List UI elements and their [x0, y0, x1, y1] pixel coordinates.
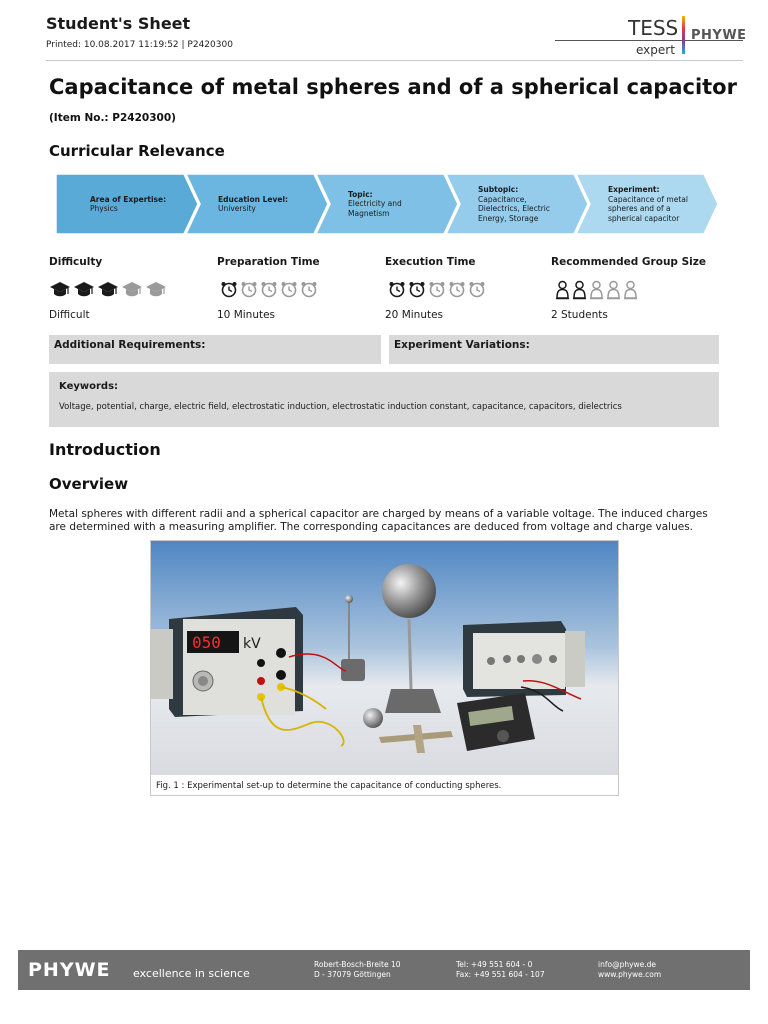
curricular-value: University	[218, 204, 256, 213]
phywe-logo: PHYWE	[691, 28, 747, 43]
alarm-clock-icon	[280, 280, 298, 298]
curricular-label: Education Level:	[218, 194, 289, 204]
sheet-title: Student's Sheet	[46, 14, 191, 33]
footer-phywe-logo: PHYWE	[28, 959, 111, 981]
alarm-clock-icon	[300, 280, 318, 298]
graduation-cap-icon	[145, 280, 167, 298]
graduation-cap-icon	[97, 280, 119, 298]
group-size-value: 2 Students	[551, 309, 608, 321]
footer-fax: Fax: +49 551 604 - 107	[456, 970, 545, 979]
curricular-label: Subtopic:	[478, 185, 519, 194]
person-icon	[589, 280, 604, 300]
alarm-clock-icon	[448, 280, 466, 298]
figure-1	[150, 540, 619, 796]
person-icon	[572, 280, 587, 300]
footer-web[interactable]: www.phywe.com	[598, 970, 662, 979]
tess-color-bar	[682, 16, 685, 54]
group-size-rating	[555, 280, 638, 300]
experiment-variations-heading: Experiment Variations:	[394, 339, 530, 351]
display-unit: kV	[243, 636, 261, 652]
additional-requirements-heading: Additional Requirements:	[54, 339, 206, 351]
introduction-heading: Introduction	[49, 440, 161, 459]
group-size-heading: Recommended Group Size	[551, 256, 706, 268]
display-digits: 050	[192, 633, 221, 652]
difficulty-heading: Difficulty	[49, 256, 103, 268]
alarm-clock-icon	[240, 280, 258, 298]
difficulty-rating	[49, 280, 167, 298]
alarm-clock-icon	[260, 280, 278, 298]
footer-address-line2: D - 37079 Göttingen	[314, 970, 391, 979]
footer	[18, 950, 750, 990]
item-number: (Item No.: P2420300)	[49, 112, 176, 124]
exec-time-heading: Execution Time	[385, 256, 476, 268]
graduation-cap-icon	[121, 280, 143, 298]
footer-address	[314, 960, 401, 980]
curricular-label: Topic:	[348, 189, 373, 199]
expert-label: expert	[636, 43, 675, 57]
page-title	[49, 74, 739, 132]
exec-time-rating	[388, 280, 486, 298]
footer-phone	[456, 960, 545, 980]
curricular-step-3	[316, 174, 458, 234]
curricular-value: Electricity and Magnetism	[348, 199, 402, 218]
footer-address-line1: Robert-Bosch-Breite 10	[314, 960, 401, 969]
curricular-label: Experiment:	[608, 185, 660, 194]
prep-time-rating	[220, 280, 318, 298]
person-icon	[623, 280, 638, 300]
curricular-heading: Curricular Relevance	[49, 142, 225, 160]
tess-logo: TESS	[628, 16, 679, 40]
additional-requirements-box	[49, 335, 381, 364]
keywords-text: Voltage, potential, charge, electric field, electrostatic induction, electrostatic induction constant, capacitance, capacitors, dielectrics	[59, 402, 622, 412]
footer-email[interactable]: info@phywe.de	[598, 960, 657, 969]
curricular-step-2	[186, 174, 328, 234]
printed-info: Printed: 10.08.2017 11:19:52 | P2420300	[46, 40, 233, 50]
curricular-value: Physics	[90, 204, 118, 213]
person-icon	[555, 280, 570, 300]
footer-contact	[598, 960, 661, 980]
curricular-step-5	[576, 174, 718, 234]
title-text: Capacitance of metal spheres and of a spherical capacitor	[49, 75, 737, 99]
overview-heading: Overview	[49, 475, 129, 493]
keywords-box	[49, 372, 719, 427]
curricular-step-1	[56, 174, 198, 234]
overview-text: Metal spheres with different radii and a spherical capacitor are charged by means of a variable voltage. The induced charges are determined with a measuring amplifier. The corresponding capacitances are deduced from voltage and charge values.	[49, 508, 708, 533]
alarm-clock-icon	[388, 280, 406, 298]
footer-slogan: excellence in science	[133, 967, 250, 980]
exec-time-value: 20 Minutes	[385, 309, 444, 321]
person-icon	[606, 280, 621, 300]
alarm-clock-icon	[220, 280, 238, 298]
header-divider	[46, 60, 743, 61]
curricular-value: Capacitance of metal spheres and of a spherical capacitor	[608, 194, 688, 223]
alarm-clock-icon	[468, 280, 486, 298]
experiment-photo	[151, 541, 618, 775]
graduation-cap-icon	[49, 280, 71, 298]
figure-caption: Fig. 1 : Experimental set-up to determine the capacitance of conducting spheres.	[156, 781, 502, 791]
keywords-heading: Keywords:	[59, 381, 119, 392]
prep-time-value: 10 Minutes	[217, 309, 276, 321]
experiment-variations-box	[389, 335, 719, 364]
curricular-chevrons	[56, 174, 724, 234]
prep-time-heading: Preparation Time	[217, 256, 320, 268]
alarm-clock-icon	[428, 280, 446, 298]
difficulty-value: Difficult	[49, 309, 90, 321]
alarm-clock-icon	[408, 280, 426, 298]
curricular-value: Capacitance, Dielectrics, Electric Energy, Storage	[478, 194, 550, 223]
curricular-label: Area of Expertise:	[90, 194, 167, 204]
footer-tel: Tel: +49 551 604 - 0	[456, 960, 533, 969]
graduation-cap-icon	[73, 280, 95, 298]
curricular-step-4	[446, 174, 588, 234]
